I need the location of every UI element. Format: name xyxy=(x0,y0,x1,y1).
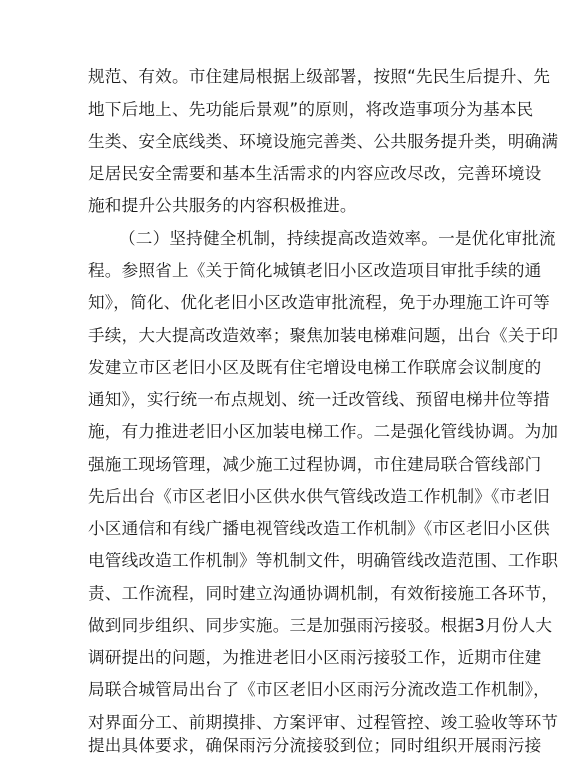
paragraph-line: 足居民安全需要和基本生活需求的内容应改尽改，完善环境设 xyxy=(88,164,542,183)
paragraph-line: 局联合城管局出台了《市区老旧小区雨污分流改造工作机制》， xyxy=(88,680,550,699)
paragraph-line: 调研提出的问题，为推进老旧小区雨污接驳工作，近期市住建 xyxy=(88,648,542,667)
paragraph-line: 通知》，实行统一布点规划、统一迁改管线、预留电梯井位等措 xyxy=(88,390,550,409)
paragraph-line: 知》，简化、优化老旧小区改造审批流程，免于办理施工许可等 xyxy=(88,293,550,312)
paragraph-line: 地下后地上、先功能后景观”的原则，将改造事项分为基本民 xyxy=(88,100,534,119)
paragraph-line: 程。参照省上《关于简化城镇老旧小区改造项目审批手续的通 xyxy=(88,261,542,280)
paragraph-line: 提出具体要求，确保雨污分流接驳到位；同时组织开展雨污接 xyxy=(88,736,542,755)
paragraph-line: 强施工现场管理，减少施工过程协调，市住建局联合管线部门 xyxy=(88,455,542,474)
paragraph-line: 对界面分工、前期摸排、方案评审、过程管控、竣工验收等环节 xyxy=(88,713,559,732)
paragraph-line: 做到同步组织、同步实施。三是加强雨污接驳。根据3月份人大 xyxy=(88,616,553,635)
paragraph-line: 小区通信和有线广播电视管线改造工作机制》《市区老旧小区供 xyxy=(88,519,550,538)
paragraph-line: 责、工作流程，同时建立沟通协调机制，有效衔接施工各环节， xyxy=(88,584,559,603)
paragraph-line: 施，有力推进老旧小区加装电梯工作。二是强化管线协调。为加 xyxy=(88,422,559,441)
paragraph-line: 生类、安全底线类、环境设施完善类、公共服务提升类，明确满 xyxy=(88,132,559,151)
paragraph-line: 电管线改造工作机制》等机制文件，明确管线改造范围、工作职 xyxy=(88,551,559,570)
paragraph-line: 施和提升公共服务的内容积极推进。 xyxy=(88,196,357,215)
paragraph-line: 先后出台《市区老旧小区供水供气管线改造工作机制》《市老旧 xyxy=(88,487,550,506)
paragraph-line: 发建立市区老旧小区及既有住宅增设电梯工作联席会议制度的 xyxy=(88,358,542,377)
paragraph-line: 手续，大大提高改造效率；聚焦加装电梯难问题，出台《关于印 xyxy=(88,326,559,345)
paragraph-line: 规范、有效。市住建局根据上级部署，按照“先民生后提升、先 xyxy=(88,67,551,86)
paragraph-line: （二）坚持健全机制，持续提高改造效率。一是优化审批流 xyxy=(119,229,556,248)
